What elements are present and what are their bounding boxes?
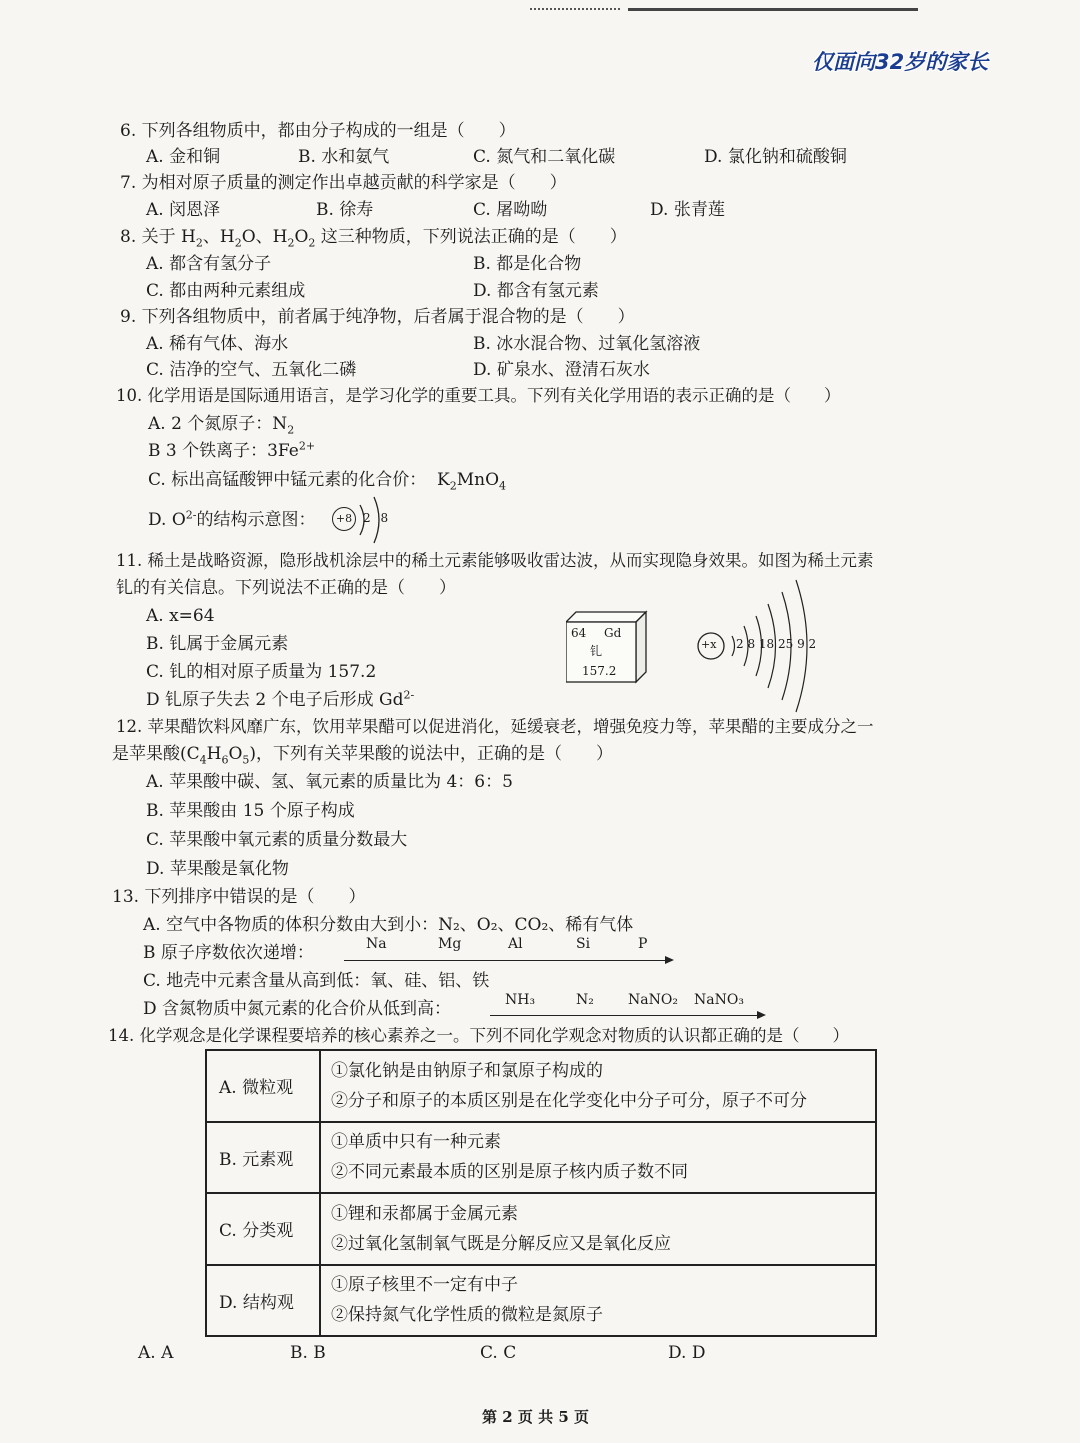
q14-row-a-label: A. 微粒观 (206, 1050, 320, 1122)
q12-option-d: D. 苹果酸是氧化物 (146, 859, 289, 879)
q14-row-d-label: D. 结构观 (206, 1265, 320, 1337)
element-symbol: Gd (604, 626, 622, 640)
gd-atom-structure-diagram (696, 578, 836, 718)
q6-option-d: D. 氯化钠和硫酸铜 (704, 147, 847, 167)
q10-option-c: C. 标出高锰酸钾中锰元素的化合价： $K_2MnO_4$ (148, 470, 507, 493)
q7-option-a: A. 闵恩泽 (146, 200, 221, 220)
periodic-element-card (566, 610, 636, 682)
q13-b-label-al: Al (508, 936, 523, 952)
q9-option-b: B. 冰水混合物、过氧化氢溶液 (473, 334, 701, 354)
q13-b-arrow-line (344, 960, 666, 961)
q13-d-label-nano3: NaNO₃ (694, 992, 744, 1008)
table-row (206, 1265, 876, 1337)
q9-option-d: D. 矿泉水、澄清石灰水 (473, 360, 650, 380)
q6-option-c: C. 氮气和二氧化碳 (473, 147, 616, 167)
q13-b-label-mg: Mg (438, 936, 462, 952)
q7-stem: 7. 为相对原子质量的测定作出卓越贡献的科学家是（ ） (120, 173, 567, 193)
gd-nucleus-label: +x (701, 638, 717, 651)
q11-option-c: C. 钆的相对原子质量为 157.2 (146, 662, 377, 682)
q14-table (205, 1049, 877, 1337)
q10-option-d: D. $O^{2-}$的结构示意图： (148, 508, 316, 530)
oxygen-ion-structure-diagram (330, 495, 400, 545)
page-footer: 第 2 页 共 5 页 (482, 1408, 589, 1426)
q13-b-arrow-head (665, 956, 674, 964)
q11-stem-line2: 钆的有关信息。下列说法不正确的是（ ） (116, 578, 456, 598)
q11-option-b: B. 钆属于金属元素 (146, 634, 289, 654)
q13-b-label-na: Na (366, 936, 387, 952)
q14-answer-d: D. D (668, 1343, 706, 1363)
element-name: 钆 (590, 644, 603, 658)
q11-option-a: A. x=64 (146, 606, 215, 626)
q14-row-a-statements: ①氯化钠是由钠原子和氯原子构成的 ②分子和原子的本质区别是在化学变化中分子可分，原子不可分 (320, 1050, 876, 1122)
table-row (206, 1193, 876, 1265)
q14-row-d-statements: ①原子核里不一定有中子 ②保持氮气化学性质的微粒是氮原子 (320, 1265, 876, 1337)
q14-row-b-label: B. 元素观 (206, 1122, 320, 1194)
q8-option-b: B. 都是化合物 (473, 254, 582, 274)
q13-d-label-nh3: NH₃ (505, 992, 536, 1008)
q13-stem: 13. 下列排序中错误的是（ ） (112, 887, 366, 907)
table-row (206, 1050, 876, 1122)
q13-d-arrow-head (757, 1011, 766, 1019)
q12-option-c: C. 苹果酸中氧元素的质量分数最大 (146, 830, 408, 850)
q9-option-c: C. 洁净的空气、五氧化二磷 (146, 360, 357, 380)
q6-stem: 6. 下列各组物质中，都由分子构成的一组是（ ） (120, 121, 516, 141)
q14-answer-a: A. A (138, 1343, 174, 1363)
q10-option-b: B 3 个铁离子：$3Fe^{2+}$ (148, 439, 316, 461)
q13-option-a: A. 空气中各物质的体积分数由大到小：N₂、O₂、CO₂、稀有气体 (143, 915, 634, 935)
q8-option-a: A. 都含有氢分子 (146, 254, 272, 274)
electron-shells-label: 2 8 (363, 511, 392, 525)
q13-option-b: B 原子序数依次递增： (143, 943, 314, 963)
q14-answer-c: C. C (480, 1343, 517, 1363)
q12-option-b: B. 苹果酸由 15 个原子构成 (146, 801, 355, 821)
table-row (206, 1122, 876, 1194)
q6-option-a: A. 金和铜 (146, 147, 221, 167)
gd-shells-label: 2 8 18 25 9 2 (736, 637, 817, 651)
q13-d-label-n2: N₂ (576, 992, 594, 1008)
q13-option-c: C. 地壳中元素含量从高到低：氧、硅、铝、铁 (143, 971, 490, 991)
q14-row-c-statements: ①锂和汞都属于金属元素 ②过氧化氢制氧气既是分解反应又是氧化反应 (320, 1193, 876, 1265)
scan-header-mark (530, 8, 920, 12)
q8-option-c: C. 都由两种元素组成 (146, 281, 306, 301)
nucleus-label: +8 (332, 507, 356, 531)
watermark: 仅面向32岁的家长 (812, 50, 989, 74)
q7-option-c: C. 屠呦呦 (473, 200, 548, 220)
q11-stem-line1: 11. 稀土是战略资源，隐形战机涂层中的稀土元素能够吸收雷达波，从而实现隐身效果。如图为稀土元素 (116, 551, 874, 570)
q14-answer-b: B. B (290, 1343, 326, 1363)
q8-stem: 8. 关于 $H_2$、$H_2O$、$H_2O_2$ 这三种物质，下列说法正确的是（ ） (120, 227, 627, 250)
q10-stem: 10. 化学用语是国际通用语言，是学习化学的重要工具。下列有关化学用语的表示正确的是（ ） (116, 386, 841, 405)
q8-option-d: D. 都含有氢元素 (473, 281, 599, 301)
q13-d-arrow-line (490, 1015, 758, 1016)
q12-stem-line1: 12. 苹果醋饮料风靡广东，饮用苹果醋可以促进消化，延缓衰老，增强免疫力等，苹果醋的主要成分之一 (116, 717, 874, 736)
q14-row-b-statements: ①单质中只有一种元素 ②不同元素最本质的区别是原子核内质子数不同 (320, 1122, 876, 1194)
q6-option-b: B. 水和氨气 (298, 147, 390, 167)
q7-option-b: B. 徐寿 (316, 200, 374, 220)
q12-option-a: A. 苹果酸中碳、氢、氧元素的质量比为 4：6：5 (146, 772, 513, 792)
atomic-mass: 157.2 (582, 664, 617, 678)
q9-stem: 9. 下列各组物质中，前者属于纯净物，后者属于混合物的是（ ） (120, 307, 635, 327)
q12-stem-line2: 是苹果酸$(C_4H_6O_5)$，下列有关苹果酸的说法中，正确的是（ ） (112, 744, 614, 767)
q13-b-label-p: P (638, 936, 648, 952)
q13-option-d: D 含氮物质中氮元素的化合价从低到高： (143, 999, 452, 1019)
q9-option-a: A. 稀有气体、海水 (146, 334, 289, 354)
atomic-number: 64 (571, 626, 587, 640)
q10-option-a: A. 2 个氮原子：$N_2$ (148, 414, 295, 437)
q14-stem: 14. 化学观念是化学课程要培养的核心素养之一。下列不同化学观念对物质的认识都正确的是（ ） (108, 1026, 849, 1045)
q13-b-label-si: Si (576, 936, 591, 952)
q11-option-d: D 钆原子失去 2 个电子后形成 $Gd^{2-}$ (146, 688, 415, 710)
q13-d-label-nano2: NaNO₂ (628, 992, 678, 1008)
q14-row-c-label: C. 分类观 (206, 1193, 320, 1265)
q7-option-d: D. 张青莲 (650, 200, 725, 220)
